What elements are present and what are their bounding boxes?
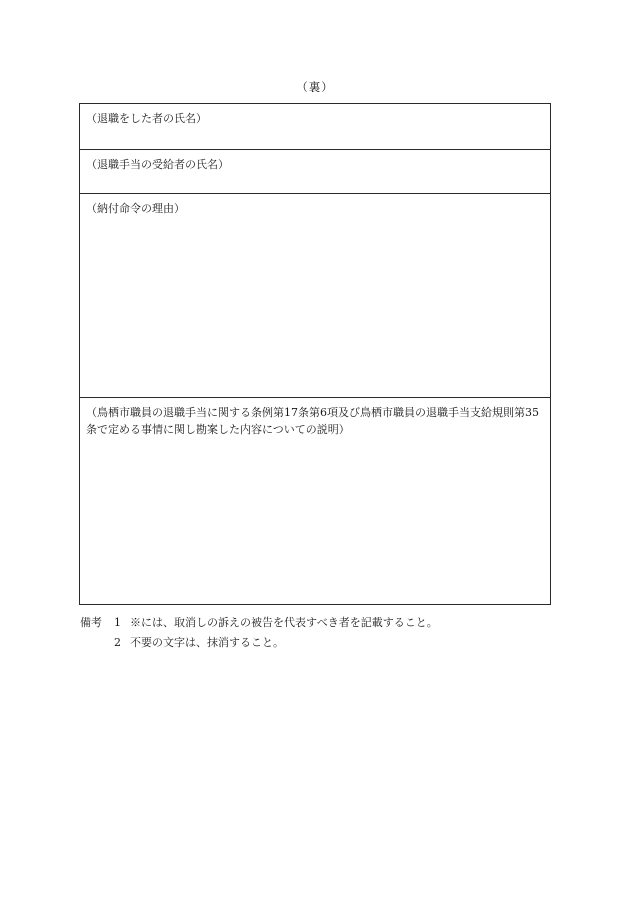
notes-section <box>80 613 438 653</box>
retiree-name-label: （退職をした者の氏名） <box>86 112 207 125</box>
considered-circumstances-row[interactable] <box>80 398 550 604</box>
payment-order-reason-row[interactable] <box>80 194 550 398</box>
recipient-name-row[interactable] <box>80 150 550 194</box>
retiree-name-row[interactable] <box>80 104 550 150</box>
notes-heading: 備考 <box>80 616 102 629</box>
note-number: 1 <box>114 616 121 629</box>
page-heading: （裏） <box>296 80 334 94</box>
note-item <box>80 633 438 653</box>
form-table <box>79 103 551 605</box>
note-text: ※には、取消しの訴えの被告を代表すべき者を記載すること。 <box>130 616 438 629</box>
payment-order-reason-label: （納付命令の理由） <box>86 202 185 215</box>
note-item <box>80 613 438 633</box>
considered-circumstances-label: （鳥栖市職員の退職手当に関する条例第17条第6項及び鳥栖市職員の退職手当支給規則第35条で定める事情に関し勘案した内容についての説明） <box>86 406 539 436</box>
recipient-name-label: （退職手当の受給者の氏名） <box>86 158 229 171</box>
note-text: 不要の文字は、抹消すること。 <box>130 636 284 649</box>
note-number: 2 <box>114 636 121 649</box>
